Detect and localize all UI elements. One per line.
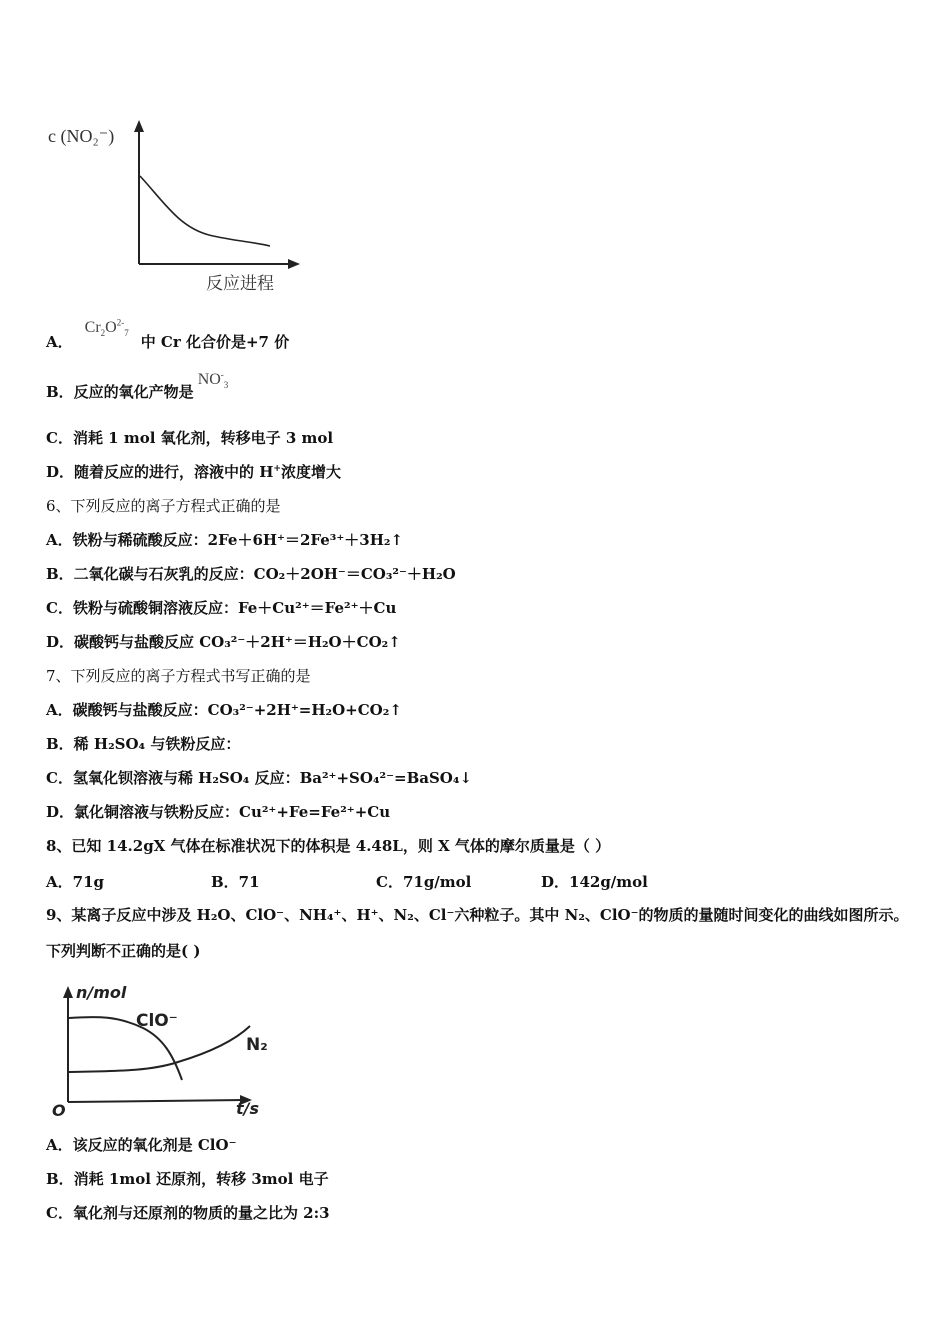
x-axis-arrow xyxy=(288,259,300,269)
no2-concentration-chart xyxy=(44,112,314,302)
nitrate-formula: $NO^-_3$ xyxy=(197,369,229,391)
chart2-y-axis-arrow xyxy=(63,986,73,998)
q5-option-d: D．随着反应的进行，溶液中的 H+浓度增大 xyxy=(46,463,341,481)
q8-option-a: A．71g xyxy=(46,873,105,891)
q7-option-b: B．稀 H₂SO₄ 与铁粉反应： xyxy=(46,735,241,753)
no2-curve xyxy=(140,176,270,246)
dichromate-formula: $Cr_2O^{2-}_7$ xyxy=(84,317,129,339)
q7-option-d: D．氯化铜溶液与铁粉反应：Cu²⁺+Fe=Fe²⁺+Cu xyxy=(46,803,391,821)
chart2-n2-label: N₂ xyxy=(246,1035,268,1055)
q6-stem: 6、下列反应的离子方程式正确的是 xyxy=(46,497,281,515)
q7-stem: 7、下列反应的离子方程式书写正确的是 xyxy=(46,667,311,685)
chart2-x-axis xyxy=(68,1100,244,1102)
chart2-clo-label: ClO⁻ xyxy=(136,1011,178,1031)
chart2-xlabel: t/s xyxy=(236,1099,260,1118)
n2-curve xyxy=(69,1026,250,1072)
q9-option-c: C．氧化剂与还原剂的物质的量之比为 2:3 xyxy=(46,1204,330,1222)
q6-option-b: B．二氧化碳与石灰乳的反应：CO₂＋2OH⁻＝CO₃²⁻＋H₂O xyxy=(46,565,456,583)
chart1-ylabel: c (NO₂⁻) xyxy=(48,126,115,146)
y-axis-arrow xyxy=(134,120,144,132)
q8-option-d: D．142g/mol xyxy=(541,873,648,891)
q8-option-c: C．71g/mol xyxy=(376,873,472,891)
q6-option-d: D．碳酸钙与盐酸反应 CO₃²⁻＋2H⁺＝H₂O＋CO₂↑ xyxy=(46,633,401,651)
q6-option-a: A．铁粉与稀硫酸反应：2Fe＋6H⁺＝2Fe³⁺＋3H₂↑ xyxy=(46,531,404,549)
q9-stem: 9、某离子反应中涉及 H₂O、ClO⁻、NH₄⁺、H⁺、N₂、Cl⁻六种粒子。其中 N₂、ClO⁻的物质的量随时间变化的曲线如图所示。下列判断不正确的是( ) xyxy=(46,906,909,960)
chart1-xlabel: 反应进程 xyxy=(206,274,274,294)
q5-option-c: C．消耗 1 mol 氧化剂，转移电子 3 mol xyxy=(46,429,334,447)
q8-option-b: B．71 xyxy=(211,873,260,891)
q6-option-c: C．铁粉与硫酸铜溶液反应：Fe＋Cu²⁺＝Fe²⁺＋Cu xyxy=(46,599,397,617)
q9-option-b: B．消耗 1mol 还原剂，转移 3mol 电子 xyxy=(46,1170,329,1188)
q7-option-c: C．氢氧化钡溶液与稀 H₂SO₄ 反应：Ba²⁺+SO₄²⁻=BaSO₄↓ xyxy=(46,769,473,787)
q5-option-b: B．反应的氧化产物是 $NO^-_3$ xyxy=(46,369,229,401)
chart2-ylabel: n/mol xyxy=(76,983,127,1002)
q8-stem: 8、已知 14.2gX 气体在标准状况下的体积是 4.48L，则 X 气体的摩尔质量是（ ） xyxy=(46,837,611,855)
chart2-origin: O xyxy=(52,1101,66,1118)
n2-clo-chart xyxy=(48,980,288,1118)
q9-option-a: A．该反应的氧化剂是 ClO⁻ xyxy=(46,1136,237,1154)
q7-option-a: A．碳酸钙与盐酸反应：CO₃²⁻+2H⁺=H₂O+CO₂↑ xyxy=(46,701,402,719)
q5-option-a: A． $Cr_2O^{2-}_7$ 中 Cr 化合价是+7 价 xyxy=(46,317,290,351)
